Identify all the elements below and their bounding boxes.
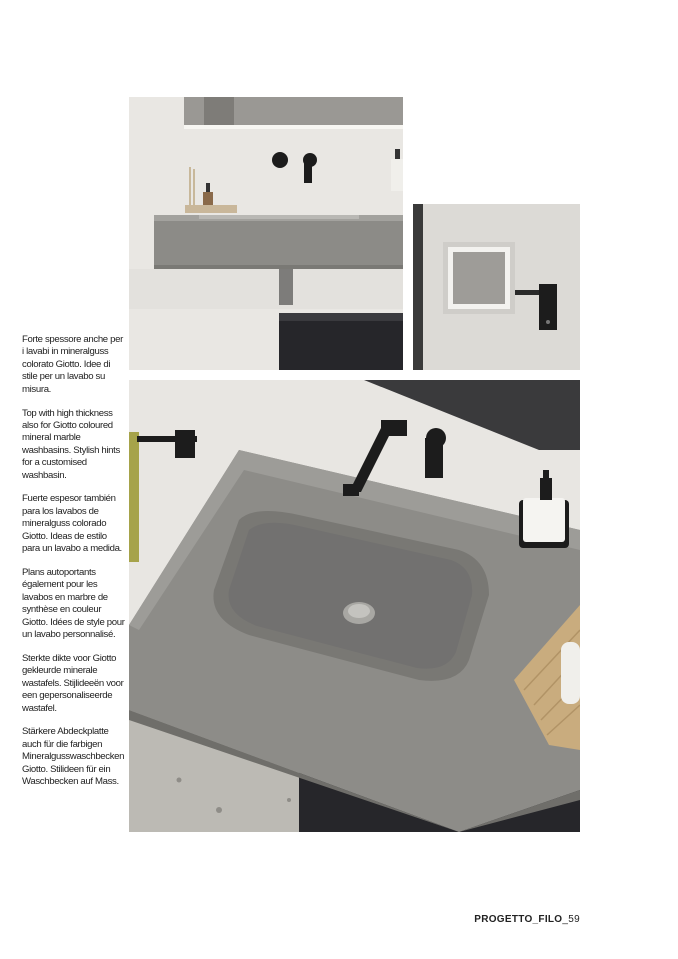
page-number: 59 bbox=[568, 914, 580, 925]
caption-italian: Forte spessore anche per i lavabi in mineralguss colorato Giotto. Idee di stile per un lavabo su misura. bbox=[22, 334, 123, 395]
caption-spanish: Fuerte espesor también para los lavabos de mineralguss colorado Giotto. Ideas de estilo para un lavabo a medida. bbox=[22, 493, 122, 555]
caption-column bbox=[22, 334, 126, 800]
caption-french: Plans autoportants également pour les lavabos en marbre de synthèse en couleur Giotto. Idées de style pour un lavabo personnalisé. bbox=[22, 567, 125, 641]
caption-german: Stärkere Abdeckplatte auch für die farbigen Mineralgusswaschbecken Giotto. Stilideen für ein Waschbecken auf Mass. bbox=[22, 726, 125, 788]
caption-dutch: Sterkte dikte voor Giotto gekleurde minerale wastafels. Stijlideeën voor een gepersonaliseerde wastafel. bbox=[22, 652, 124, 714]
caption-english: Top with high thickness also for Giotto coloured mineral marble washbasins. Stylish hints for a customised washbasin. bbox=[22, 407, 120, 481]
photo-basin-closeup bbox=[129, 380, 580, 832]
photo-vanity-top bbox=[129, 97, 403, 370]
photo-lighted-mirror bbox=[413, 204, 580, 370]
brand-name: PROGETTO_FILO bbox=[474, 914, 563, 925]
page-footer bbox=[430, 914, 580, 925]
footer-separator: _ bbox=[562, 914, 569, 925]
